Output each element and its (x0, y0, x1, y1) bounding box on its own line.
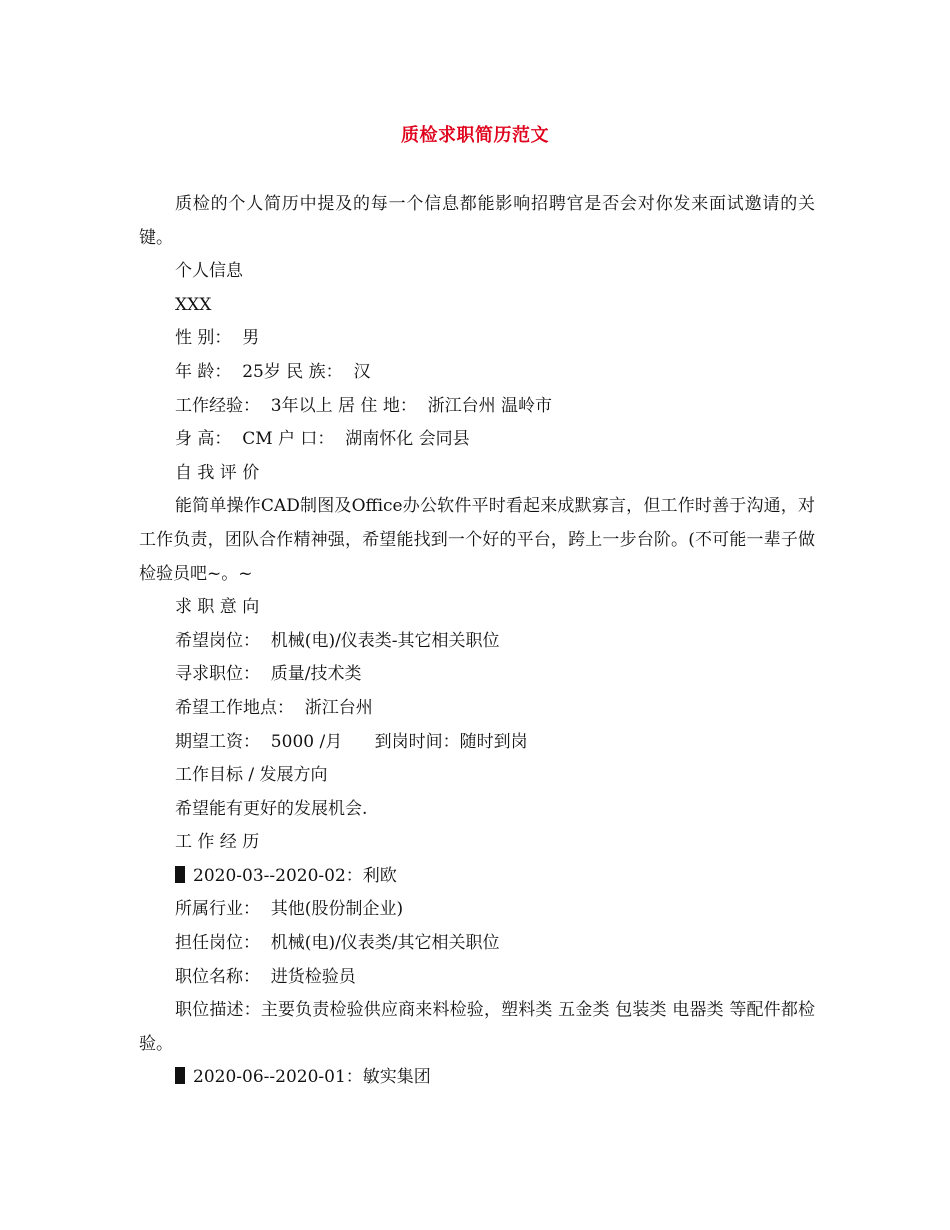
intro-paragraph: 质检的个人简历中提及的每一个信息都能影响招聘官是否会对你发来面试邀请的关键。 (139, 194, 815, 248)
experience-residence-line: 工作经验： 3年以上 居 住 地： 浙江台州 温岭市 (175, 395, 553, 416)
height-hukou-line: 身 高： CM 户 口： 湖南怀化 会同县 (175, 429, 470, 450)
job-description: 职位描述：主要负责检验供应商来料检验，塑料类 五金类 包装类 电器类 等配件都检验。 (139, 1000, 815, 1054)
job-intent-heading: 求 职 意 向 (175, 597, 260, 618)
bullet-square-icon (175, 1067, 185, 1084)
desired-location-line: 希望工作地点： 浙江台州 (175, 697, 373, 718)
self-evaluation-heading: 自 我 评 价 (175, 462, 260, 483)
self-evaluation-text: 能简单操作CAD制图及Office办公软件平时看起来成默寡言，但工作时善于沟通，对工作负责，团队合作精神强，希望能找到一个好的平台，跨上一步台阶。(不可能一辈子做检验员吧~。~ (139, 496, 815, 584)
document-title: 质检求职简历范文 (401, 125, 549, 146)
age-ethnicity-line: 年 龄： 25岁 民 族： 汉 (175, 361, 371, 382)
job-period-text: 2020-03--2020-02：利欧 (193, 865, 397, 886)
desired-position-line: 希望岗位： 机械(电)/仪表类-其它相关职位 (175, 630, 500, 651)
job-period-line (139, 860, 815, 894)
job-period-text: 2020-06--2020-01：敏实集团 (193, 1067, 431, 1088)
personal-info-heading: 个人信息 (175, 261, 243, 282)
gender-line: 性 别： 男 (175, 328, 260, 349)
goal-heading: 工作目标 / 发展方向 (175, 765, 328, 786)
job-industry-line: 所属行业： 其他(股份制企业) (175, 899, 404, 920)
job-title-line: 职位名称： 进货检验员 (175, 966, 356, 987)
bullet-square-icon (175, 866, 185, 883)
salary-start-line: 期望工资： 5000 /月 到岗时间：随时到岗 (175, 731, 528, 752)
job-period-line (139, 1061, 815, 1095)
desired-category-line: 寻求职位： 质量/技术类 (175, 664, 362, 685)
document-body (139, 188, 815, 1095)
job-role-line: 担任岗位： 机械(电)/仪表类/其它相关职位 (175, 933, 500, 954)
work-history-heading: 工 作 经 历 (175, 832, 260, 853)
name-line: XXX (175, 294, 212, 315)
goal-text: 希望能有更好的发展机会. (175, 798, 368, 819)
